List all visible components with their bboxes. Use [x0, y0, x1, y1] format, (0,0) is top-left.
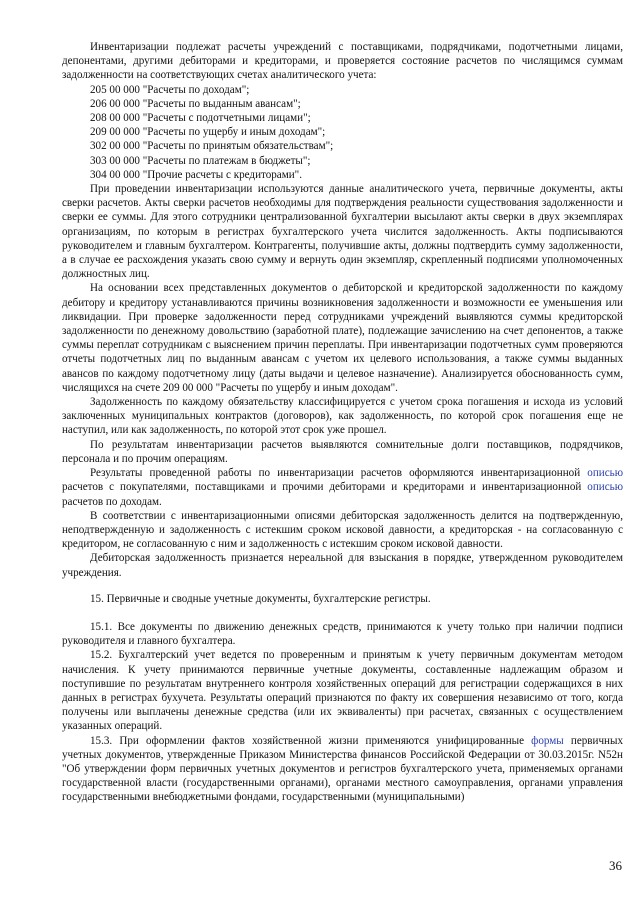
reconciliation-paragraph: При проведении инвентаризации используются данные аналитического учета, первичные документы, акты сверки расчетов. Акты сверки расчетов необходимы для подтверждения реальности существования задолженности и сверки ее суммы. Для этого сотрудники централизованной бухгалтерии высылают акты сверки в двух экземплярах организациям, по которым в регистрах бухгалтерского учета числится задолженность. Акты подписываются руководителем и главным бухгалтером. Контрагенты, получившие акты, должны подтвердить сумму задолженности, а в случае ее расхождения указать свою сумму и вернуть один экземпляр, скрепленный подписями уполномоченных должностных лиц. — [62, 183, 623, 281]
inventory-list-link-2[interactable]: описью — [587, 481, 623, 494]
analysis-paragraph: На основании всех представленных документов о дебиторской и кредиторской задолженности по каждому дебитору и кредитору устанавливаются причины возникновения задолженности и возможности ее уменьшения или ликвидации. При проверке задолженности перед сотрудниками учреждений выявляются суммы кредиторской задолженности по денежному довольствию (заработной плате), подлежащие зачислению на счет депонентов, а также суммы переплат сотрудникам с выяснением причин переплаты. При инвентаризации подотчетных сумм проверяются отчеты подотчетных лиц по выданным авансам с учетом их целевого использования, а также суммы выданных авансов по каждому подотчетному лицу (даты выдачи и целевое назначение). Анализируется обоснованность сумм, числящихся на счете 209 00 000 "Расчеты по ущербу и иным доходам". — [62, 282, 623, 394]
section-15-3 — [62, 734, 623, 805]
list-item: 206 00 000 "Расчеты по выданным авансам"; — [90, 97, 301, 110]
section-15-1: 15.1. Все документы по движению денежных средств, принимаются к учету только при наличии подписи руководителя и главного бухгалтера. — [62, 620, 623, 648]
results-text-1: Результаты проведенной работы по инвентаризации расчетов оформляются инвентаризационной — [90, 467, 588, 480]
list-item: 304 00 000 "Прочие расчеты с кредиторами". — [90, 168, 302, 181]
list-item: 205 00 000 "Расчеты по доходам"; — [90, 83, 250, 96]
results-text-3: расчетов по доходам. — [62, 495, 162, 508]
section-15-3-text-2: первичных учетных документов, утвержденные Приказом Министерства финансов Российской Федерации от 30.03.2015г. N52н "Об утверждении форм первичных учетных документов и регистров бухгалтерского учета, применяемых органами государственной власти (государственными органами), органами местного самоуправления, органами управления государственными внебюджетными фондами, государственными (муниципальными) — [62, 734, 623, 804]
doubtful-debts-paragraph: По результатам инвентаризации расчетов выявляются сомнительные долги поставщиков, подрядчиков, персонала и по прочим операциям. — [62, 438, 623, 465]
accounts-list — [62, 83, 623, 182]
results-text-2: расчетов с покупателями, поставщиками и прочими дебиторами и кредиторами и инвентаризационной — [62, 481, 588, 494]
page-number: 36 — [609, 858, 622, 873]
classification-paragraph: Задолженность по каждому обязательству классифицируется с учетом срока погашения и исхода из условий заключенных муниципальных контрактов (договоров), как задолженность, по которой срок погашения еще не наступил, или как задолженность, по которой этот срок уже прошел. — [62, 396, 623, 437]
document-page — [62, 40, 623, 805]
list-item: 209 00 000 "Расчеты по ущербу и иным доходам"; — [90, 126, 326, 139]
section-15-3-text-1: 15.3. При оформлении фактов хозяйственной жизни применяются унифицированные — [90, 734, 532, 747]
inventory-list-link-1[interactable]: описью — [587, 467, 623, 480]
forms-link[interactable]: формы — [531, 734, 564, 747]
list-item: 303 00 000 "Расчеты по платежам в бюджеты"; — [90, 154, 311, 167]
division-paragraph: В соответствии с инвентаризационными описями дебиторская задолженность делится на подтвержденную, неподтвержденную и задолженность с истекшим сроком исковой давности, а кредиторская - на согласованную с кредитором, не согласованную с ним и задолженность с истекшим сроком исковой давности. — [62, 509, 623, 551]
section-heading: 15. Первичные и сводные учетные документы, бухгалтерские регистры. — [90, 592, 431, 605]
list-item: 208 00 000 "Расчеты с подотчетными лицами"; — [90, 112, 311, 125]
list-item: 302 00 000 "Расчеты по принятым обязательствам"; — [90, 140, 334, 153]
section-15-2: 15.2. Бухгалтерский учет ведется по проверенным и принятым к учету первичным документам методом начисления. К учету принимаются первичные учетные документы, составленные надлежащим образом и поступившие по результатам внутреннего контроля хозяйственных операций для регистрации содержащихся в них данных в регистрах бухучета. Результаты операций признаются по факту их совершения независимо от того, когда получены или выплачены денежные средства (или их эквиваленты) при расчетах, связанных с осуществлением указанных операций. — [62, 649, 623, 733]
results-paragraph — [62, 466, 623, 509]
intro-paragraph: Инвентаризации подлежат расчеты учреждений с поставщиками, подрядчиками, подотчетными лицами, депонентами, другими дебиторами и кредиторами, и проверяется состояние расчетов по числящимся суммам задолженности на соответствующих счетах аналитического учета: — [62, 41, 623, 82]
unrealistic-debt-paragraph: Дебиторская задолженность признается нереальной для взыскания в порядке, утвержденном руководителем учреждения. — [62, 552, 623, 579]
